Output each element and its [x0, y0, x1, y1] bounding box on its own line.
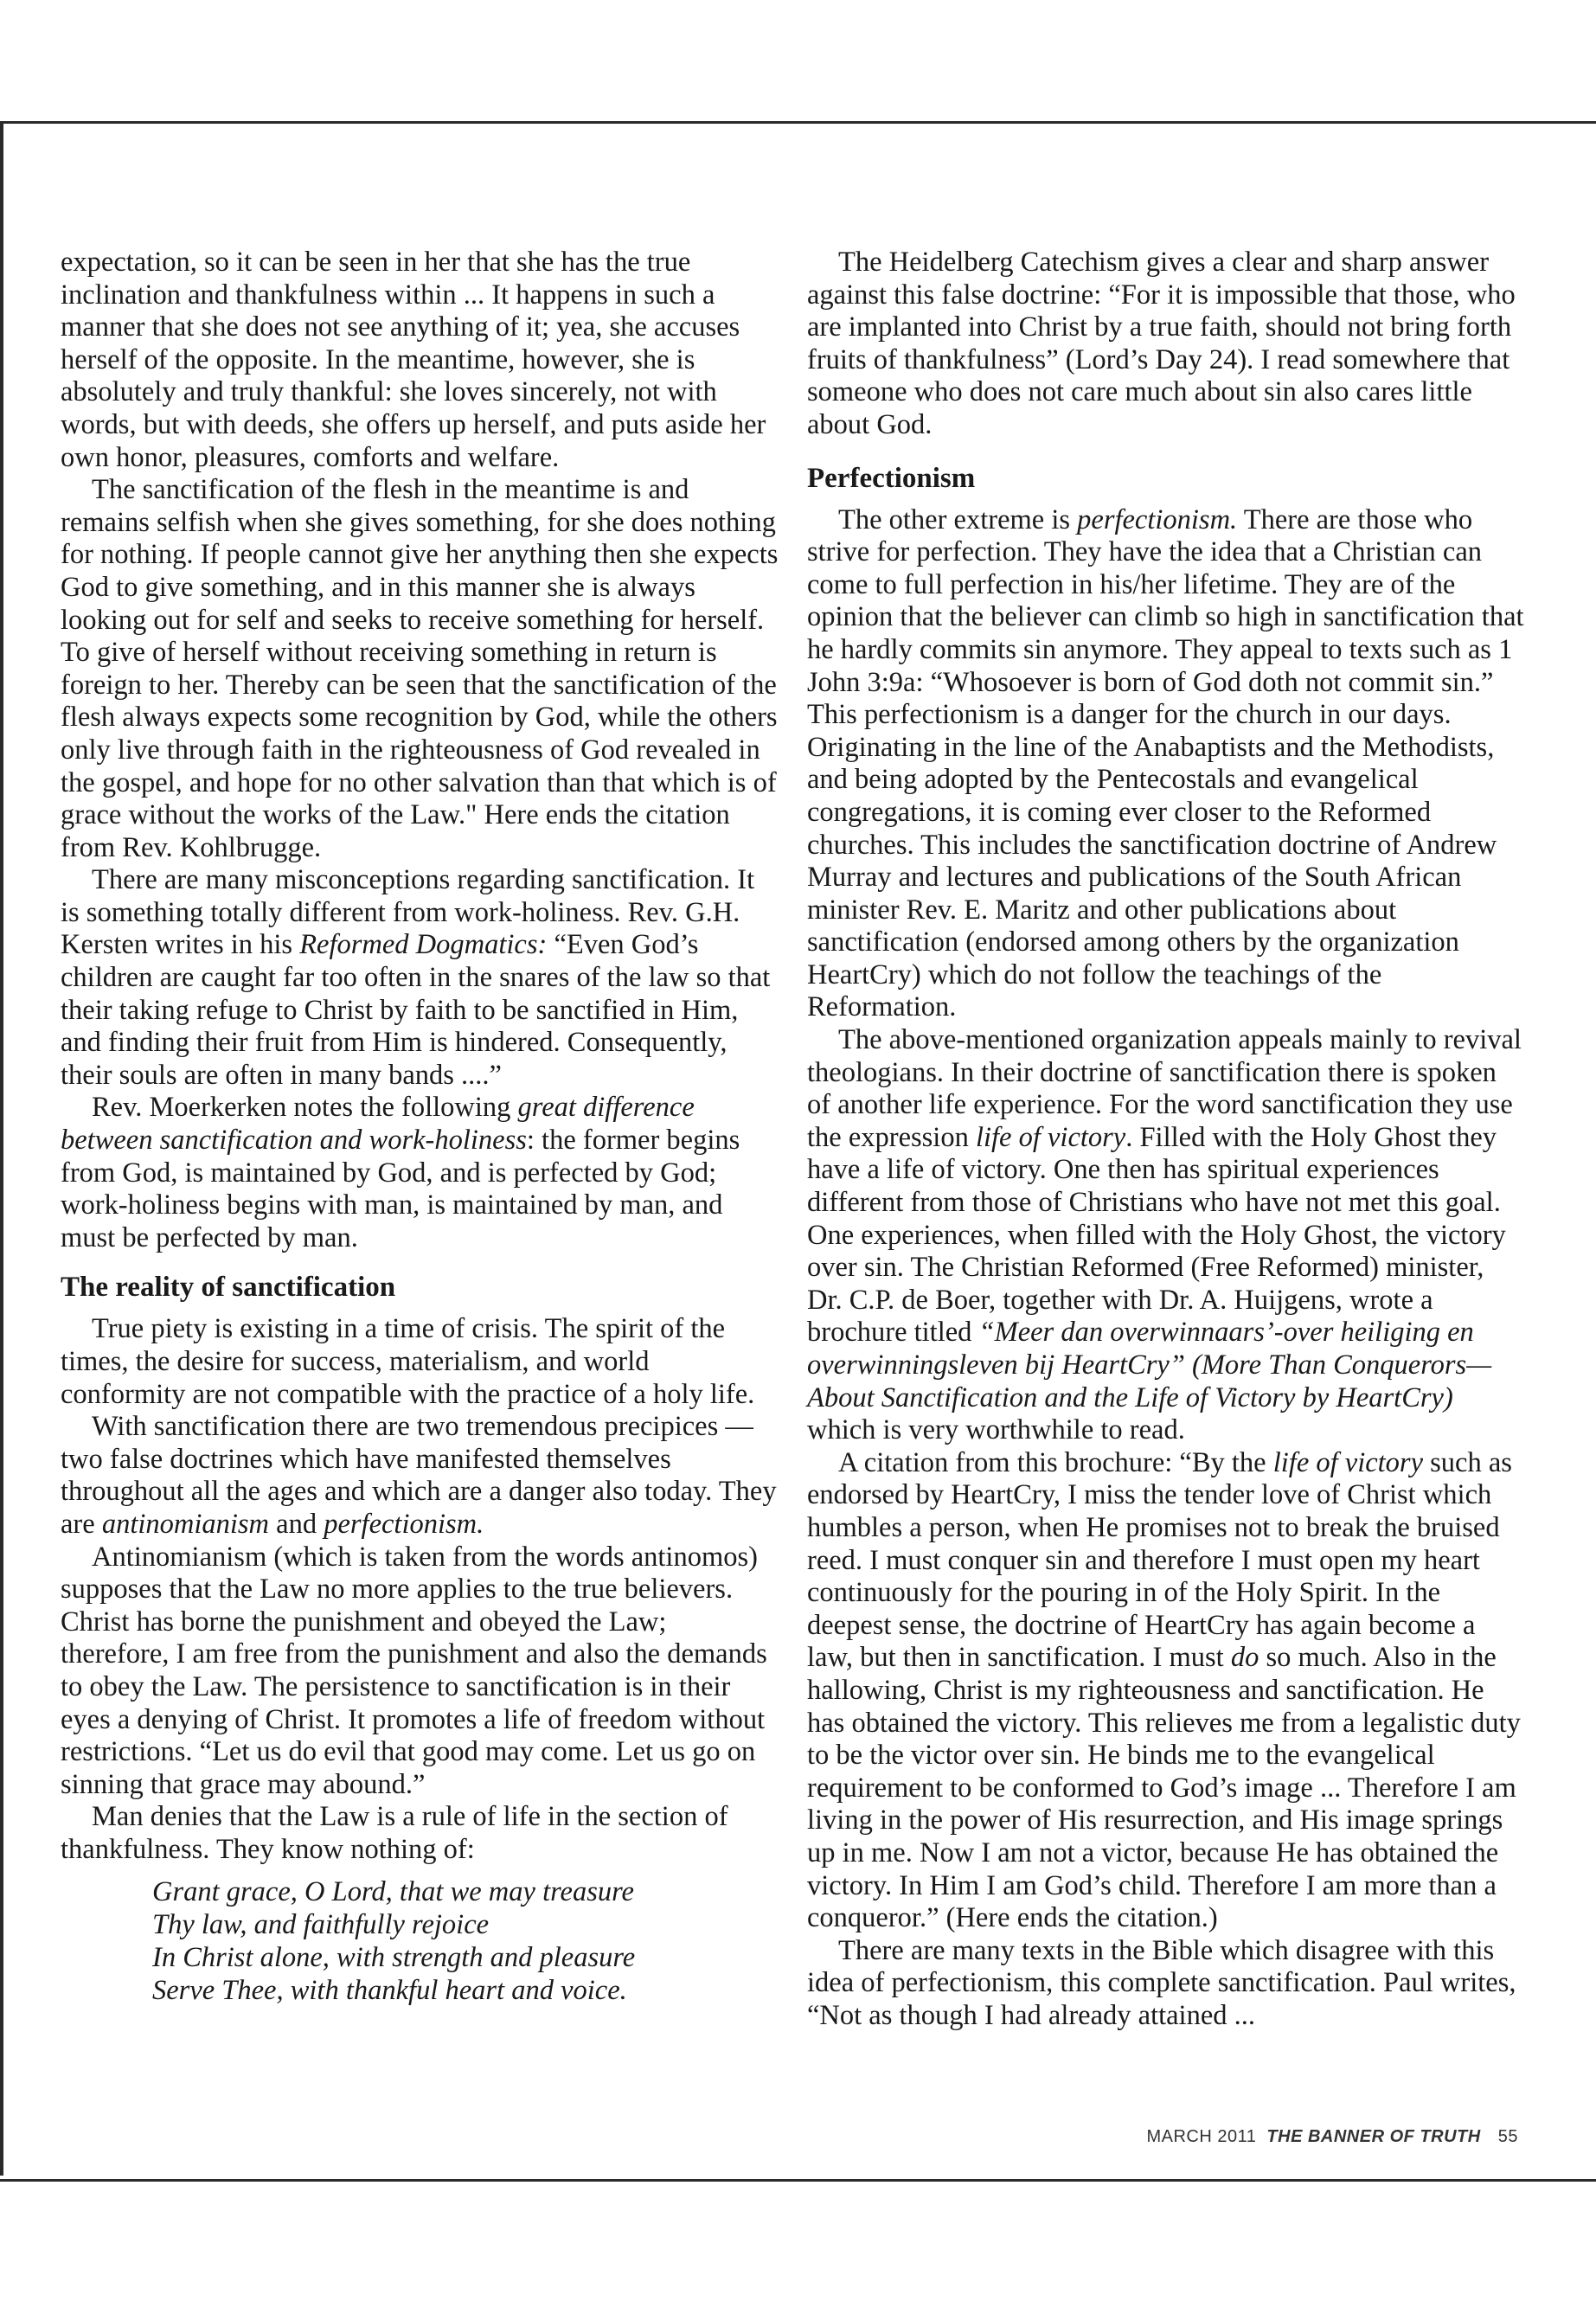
page-number: 55 — [1497, 2127, 1518, 2146]
poem-line: Grant grace, O Lord, that we may treasure — [152, 1875, 634, 1907]
paragraph: The sanctification of the flesh in the meantime is and remains selfish when she gives something, for she does nothing for nothing. If people cannot give her anything then she expects God to give something, and in this manner she is always looking out for self and seeks to receive something for herself. To give of herself without receiving something in return is foreign to her. Thereby can be seen that the sanctification of the flesh always expects some recognition by God, while the others only live through faith in the righteousness of God revealed in the gospel, and hope for no other salvation than that which is of grace without the works of the Law." Here ends the citation from Rev. Kohlbrugge. — [61, 474, 779, 863]
page-border-left — [0, 121, 3, 2176]
section-heading: The reality of sanctification — [61, 1272, 396, 1304]
paragraph: Man denies that the Law is a rule of life in the section of thankfulness. They know nothing of: — [61, 1801, 728, 1865]
paragraph: There are many misconceptions regarding sanctification. It is something totally different from work-holiness. Rev. G.H. Kersten writes in his Reformed Dogmatics: “Even God’s children are caught far too often in the snares of the law so that their taking refuge to Christ by faith to be sanctified in Him, and finding their fruit from Him is hindered. Consequently, their souls are often in many bands ....” — [61, 864, 771, 1091]
issue-date: MARCH 2011 — [1146, 2127, 1257, 2146]
publication-name: THE BANNER OF TRUTH — [1266, 2127, 1481, 2146]
section-heading: Perfectionism — [807, 462, 976, 494]
right-column — [807, 247, 1525, 2032]
poem-quote — [152, 1875, 779, 2007]
page-border-bottom — [0, 2179, 1596, 2182]
page-border-top — [0, 121, 1596, 124]
poem-line: In Christ alone, with strength and pleasure — [152, 1941, 636, 1973]
paragraph: The other extreme is perfectionism. There are those who strive for perfection. They have the idea that a Christian can come to full perfection in his/her lifetime. They are of the opinion that the believer can climb so high in sanctification that he hardly commits sin anymore. They appeal to texts such as 1 John 3:9a: “Whosoever is born of God doth not commit sin.” This perfectionism is a danger for the church in our days. Originating in the line of the Anabaptists and the Methodists, and being adopted by the Pentecostals and evangelical congregations, it is coming ever closer to the Reformed churches. This includes the sanctification doctrine of Andrew Murray and lectures and publications of the South African minister Rev. E. Maritz and other publications about sanctification (endorsed among others by the organization HeartCry) which do not follow the teachings of the Reformation. — [807, 503, 1524, 1023]
paragraph: True piety is existing in a time of crisis. The spirit of the times, the desire for success, materialism, and world conformity are not compatible with the practice of a holy life. — [61, 1313, 755, 1410]
paragraph: The Heidelberg Catechism gives a clear and sharp answer against this false doctrine: “For it is impossible that those, who are implanted into Christ by a true faith, should not bring forth fruits of thankfulness” (Lord’s Day 24). I read somewhere that someone who does not care much about sin also cares little about God. — [807, 247, 1516, 440]
paragraph: expectation, so it can be seen in her that she has the true inclination and thankfulness within ... It happens in such a manner that she does not see anything of it; yea, she accuses herself of the opposite. In the meantime, however, she is absolutely and truly thankful: she loves sincerely, not with words, but with deeds, she offers up herself, and puts aside her own honor, pleasures, comforts and welfare. — [61, 247, 766, 473]
left-column — [61, 247, 779, 2007]
poem-line: Serve Thee, with thankful heart and voice. — [152, 1974, 627, 2006]
paragraph: There are many texts in the Bible which disagree with this idea of perfectionism, this complete sanctification. Paul writes, “Not as though I had already attained ... — [807, 1934, 1516, 2031]
paragraph: A citation from this brochure: “By the life of victory such as endorsed by HeartCry, I miss the tender love of Christ which humbles a person, when He promises not to break the bruised reed. I must conquer sin and therefore I must open my heart continuously for the pouring in of the Holy Spirit. In the deepest sense, the doctrine of HeartCry has again become a law, but then in sanctification. I must do so much. Also in the hallowing, Christ is my righteousness and sanctification. He has obtained the victory. This relieves me from a legalistic duty to be the victor over sin. He binds me to the evangelical requirement to be conformed to God’s image ... Therefore I am living in the power of His resurrection, and His image springs up in me. Now I am not a victor, because He has obtained the victory. In Him I am God’s child. Therefore I am more than a conqueror.” (Here ends the citation.) — [807, 1446, 1521, 1934]
paragraph: With sanctification there are two tremendous precipices —two false doctrines which have manifested themselves throughout all the ages and which are a danger also today. They are antinomianism and perfectionism. — [61, 1411, 777, 1540]
paragraph: The above-mentioned organization appeals mainly to revival theologians. In their doctrine of sanctification there is spoken of another life experience. For the word sanctification they use the expression life of victory. Filled with the Holy Ghost they have a life of victory. One then has spiritual experiences different from those of Christians who have not met this goal. One experiences, when filled with the Holy Ghost, the victory over sin. The Christian Reformed (Free Reformed) minister, Dr. C.P. de Boer, together with Dr. A. Huijgens, wrote a brochure titled “Meer dan overwinnaars’-over heiliging en overwinningsleven bij HeartCry” (More Than Conquerors—About Sanctification and the Life of Victory by HeartCry) which is very worthwhile to read. — [807, 1024, 1522, 1446]
paragraph: Rev. Moerkerken notes the following great difference between sanctification and work-holiness: the former begins from God, is maintained by God, and is perfected by God; work-holiness begins with man, is maintained by man, and must be perfected by man. — [61, 1092, 740, 1253]
poem-line: Thy law, and faithfully rejoice — [152, 1908, 490, 1940]
page-footer — [1146, 2127, 1518, 2147]
paragraph: Antinomianism (which is taken from the words antinomos) supposes that the Law no more applies to the true believers. Christ has borne the punishment and obeyed the Law; therefore, I am free from the punishment and also the demands to obey the Law. The persistence to sanctification is in their eyes a denying of Christ. It promotes a life of freedom without restrictions. “Let us do evil that good may come. Let us go on sinning that grace may abound.” — [61, 1541, 767, 1800]
